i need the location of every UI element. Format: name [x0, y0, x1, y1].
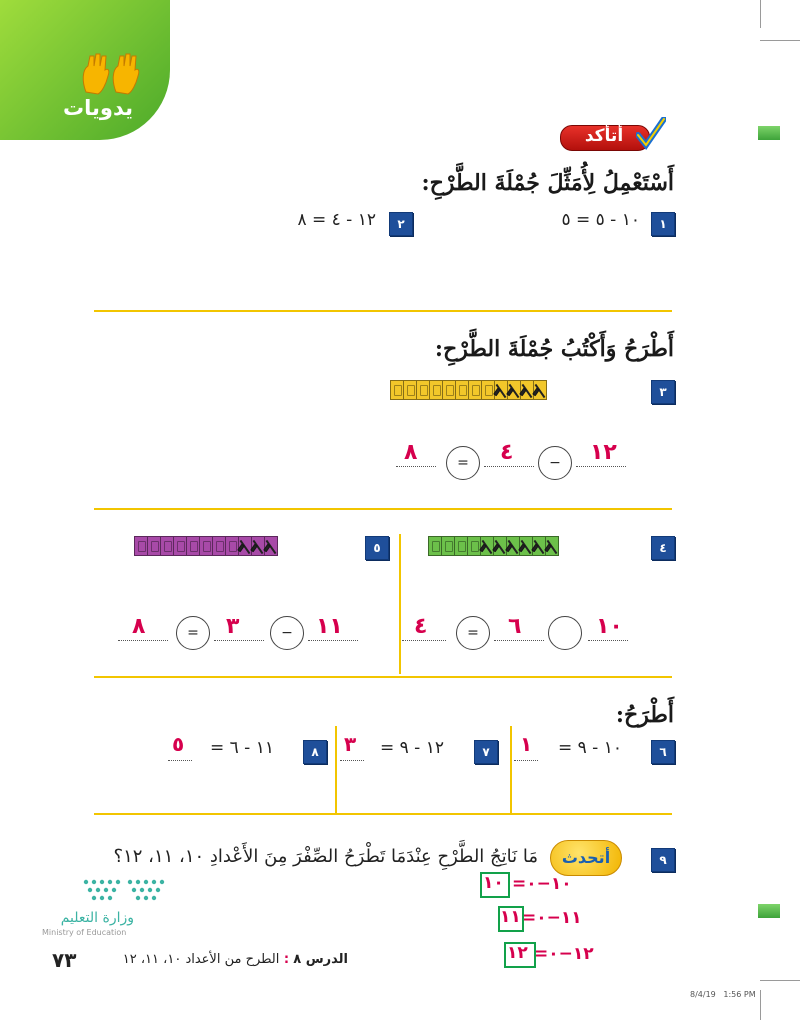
section-divider [94, 676, 672, 678]
exercise-6-expression: ١٠ - ٩ = [557, 738, 622, 758]
section-divider [94, 310, 672, 312]
ministry-arabic: وزارة التعليم [60, 910, 134, 926]
handwritten-answer-2: ١١ [500, 907, 521, 927]
crop-mark [760, 980, 800, 981]
exercise-number-9: ٩ [651, 848, 675, 872]
cube [160, 536, 174, 556]
exercise-1-expression: ١٠ - ٥ = ٥ [561, 210, 640, 230]
crossed-cube [545, 536, 559, 556]
instruction-subtract: أَطْرَحُ: [615, 702, 674, 728]
exercise-7-expression: ١٢ - ٩ = [379, 738, 444, 758]
crossed-cube [507, 380, 521, 400]
handwritten-expr: ١١−٠ [536, 908, 582, 928]
cube [186, 536, 200, 556]
answer-line [494, 640, 544, 641]
cube [225, 536, 239, 556]
answer-minuend: ١٢ [590, 440, 617, 465]
page-number: ٧٣ [52, 948, 77, 972]
answer-line [402, 640, 446, 641]
operator-circle-equals: = [176, 616, 210, 650]
operator-circle-empty [548, 616, 582, 650]
cube [173, 536, 187, 556]
footer-lesson-label: الدرس ٨ [293, 952, 348, 967]
cube [455, 380, 469, 400]
exercise-8-answer: ٥ [172, 732, 185, 756]
footer-lesson [104, 952, 348, 967]
exercise-9-question: مَا نَاتِجُ الطَّرْحِ عِنْدَمَا تَطْرَحُ الصِّفْرَ مِنَ الأَعْدادِ ١٠، ١١، ١٢؟ [113, 846, 538, 867]
handwritten-line-3: =١٢−٠ [534, 944, 594, 964]
operator-circle-equals: = [456, 616, 490, 650]
answer-minuend: ١١ [316, 614, 343, 639]
side-tab [758, 904, 780, 918]
cube [199, 536, 213, 556]
answer-difference: ٨ [404, 440, 418, 465]
exercise-6-answer: ١ [520, 732, 533, 756]
purple-cube-train [134, 536, 277, 558]
column-divider [335, 726, 337, 814]
yellow-cube-train [390, 380, 546, 402]
cube [468, 380, 482, 400]
cube [134, 536, 148, 556]
exercise-number-8: ٨ [303, 740, 327, 764]
answer-difference: ٨ [132, 614, 146, 639]
crossed-cube [238, 536, 252, 556]
answer-line [308, 640, 358, 641]
print-stamp: 8/4/19 1:56 PM [690, 990, 756, 999]
cube [429, 380, 443, 400]
cube [390, 380, 404, 400]
answer-minuend: ١٠ [596, 614, 623, 639]
cube [403, 380, 417, 400]
answer-line [340, 760, 364, 761]
section-divider [94, 508, 672, 510]
crossed-cube [519, 536, 533, 556]
exercise-number-6: ٦ [651, 740, 675, 764]
section-divider [94, 813, 672, 815]
green-cube-train [428, 536, 558, 558]
crossed-cube [264, 536, 278, 556]
exercise-number-5: ٥ [365, 536, 389, 560]
exercise-number-1: ١ [651, 212, 675, 236]
exercise-number-4: ٤ [651, 536, 675, 560]
crop-mark [760, 990, 761, 1020]
cube [442, 380, 456, 400]
handwritten-answer-3: ١٢ [507, 943, 528, 963]
ministry-logo-icon [80, 872, 180, 906]
cube [416, 380, 430, 400]
column-divider [399, 534, 401, 674]
operator-circle-minus: − [270, 616, 304, 650]
operator-circle-equals: = [446, 446, 480, 480]
crossed-cube [480, 536, 494, 556]
manipulatives-corner-tab [0, 0, 170, 140]
check-banner-label: أتأكد [584, 126, 624, 146]
cube [147, 536, 161, 556]
ministry-english: Ministry of Education [42, 928, 127, 937]
answer-subtrahend: ٦ [508, 614, 522, 639]
answer-subtrahend: ٣ [226, 614, 240, 639]
handwritten-answer-1: ١٠ [483, 873, 504, 893]
operator-circle-minus: − [538, 446, 572, 480]
exercise-number-2: ٢ [389, 212, 413, 236]
talk-bubble [550, 840, 622, 876]
instruction-subtract-write: أَطْرَحُ وَأَكْتُبُ جُمْلَةَ الطَّرْحِ: [434, 336, 674, 362]
cube [454, 536, 468, 556]
footer-separator: : [279, 952, 290, 967]
exercise-number-3: ٣ [651, 380, 675, 404]
instruction-text: أَسْتَعْمِلُ لِأُمَثِّلَ جُمْلَةَ الطَّرْحِ: [421, 170, 674, 196]
answer-line [484, 466, 534, 467]
cube [481, 380, 495, 400]
handwritten-line-1: =١٠−٠ [512, 874, 572, 894]
cube [467, 536, 481, 556]
crossed-cube [493, 536, 507, 556]
exercise-number-7: ٧ [474, 740, 498, 764]
answer-difference: ٤ [414, 614, 428, 639]
check-banner [560, 121, 664, 153]
corner-tab-label: يدويات [63, 96, 133, 120]
exercise-2-expression: ١٢ - ٤ = ٨ [297, 210, 376, 230]
exercise-8-expression: ١١ - ٦ = [209, 738, 274, 758]
handwritten-expr: ١٢−٠ [548, 944, 594, 964]
side-tab [758, 126, 780, 140]
crossed-cube [532, 536, 546, 556]
answer-line [576, 466, 626, 467]
answer-line [118, 640, 168, 641]
checkmark-icon [636, 117, 666, 155]
talk-bubble-label: أتحدث [561, 848, 611, 867]
cube [428, 536, 442, 556]
answer-line [168, 760, 192, 761]
cube [441, 536, 455, 556]
answer-line [396, 466, 436, 467]
answer-line [588, 640, 628, 641]
instruction-use-cubes [421, 170, 674, 196]
exercise-7-answer: ٣ [344, 732, 357, 756]
crossed-cube [506, 536, 520, 556]
crossed-cube [251, 536, 265, 556]
handwritten-line-2: =١١−٠ [522, 908, 582, 928]
ministry-logo [40, 872, 180, 942]
answer-line [514, 760, 538, 761]
crossed-cube [494, 380, 508, 400]
answer-line [214, 640, 264, 641]
column-divider [510, 726, 512, 814]
crop-mark [760, 40, 800, 41]
footer-lesson-title: الطرح من الأعداد ١٠، ١١، ١٢ [122, 952, 280, 967]
crossed-cube [533, 380, 547, 400]
answer-subtrahend: ٤ [500, 440, 514, 465]
crop-mark [760, 0, 761, 28]
crossed-cube [520, 380, 534, 400]
handwritten-expr: ١٠−٠ [526, 874, 572, 894]
cube [212, 536, 226, 556]
